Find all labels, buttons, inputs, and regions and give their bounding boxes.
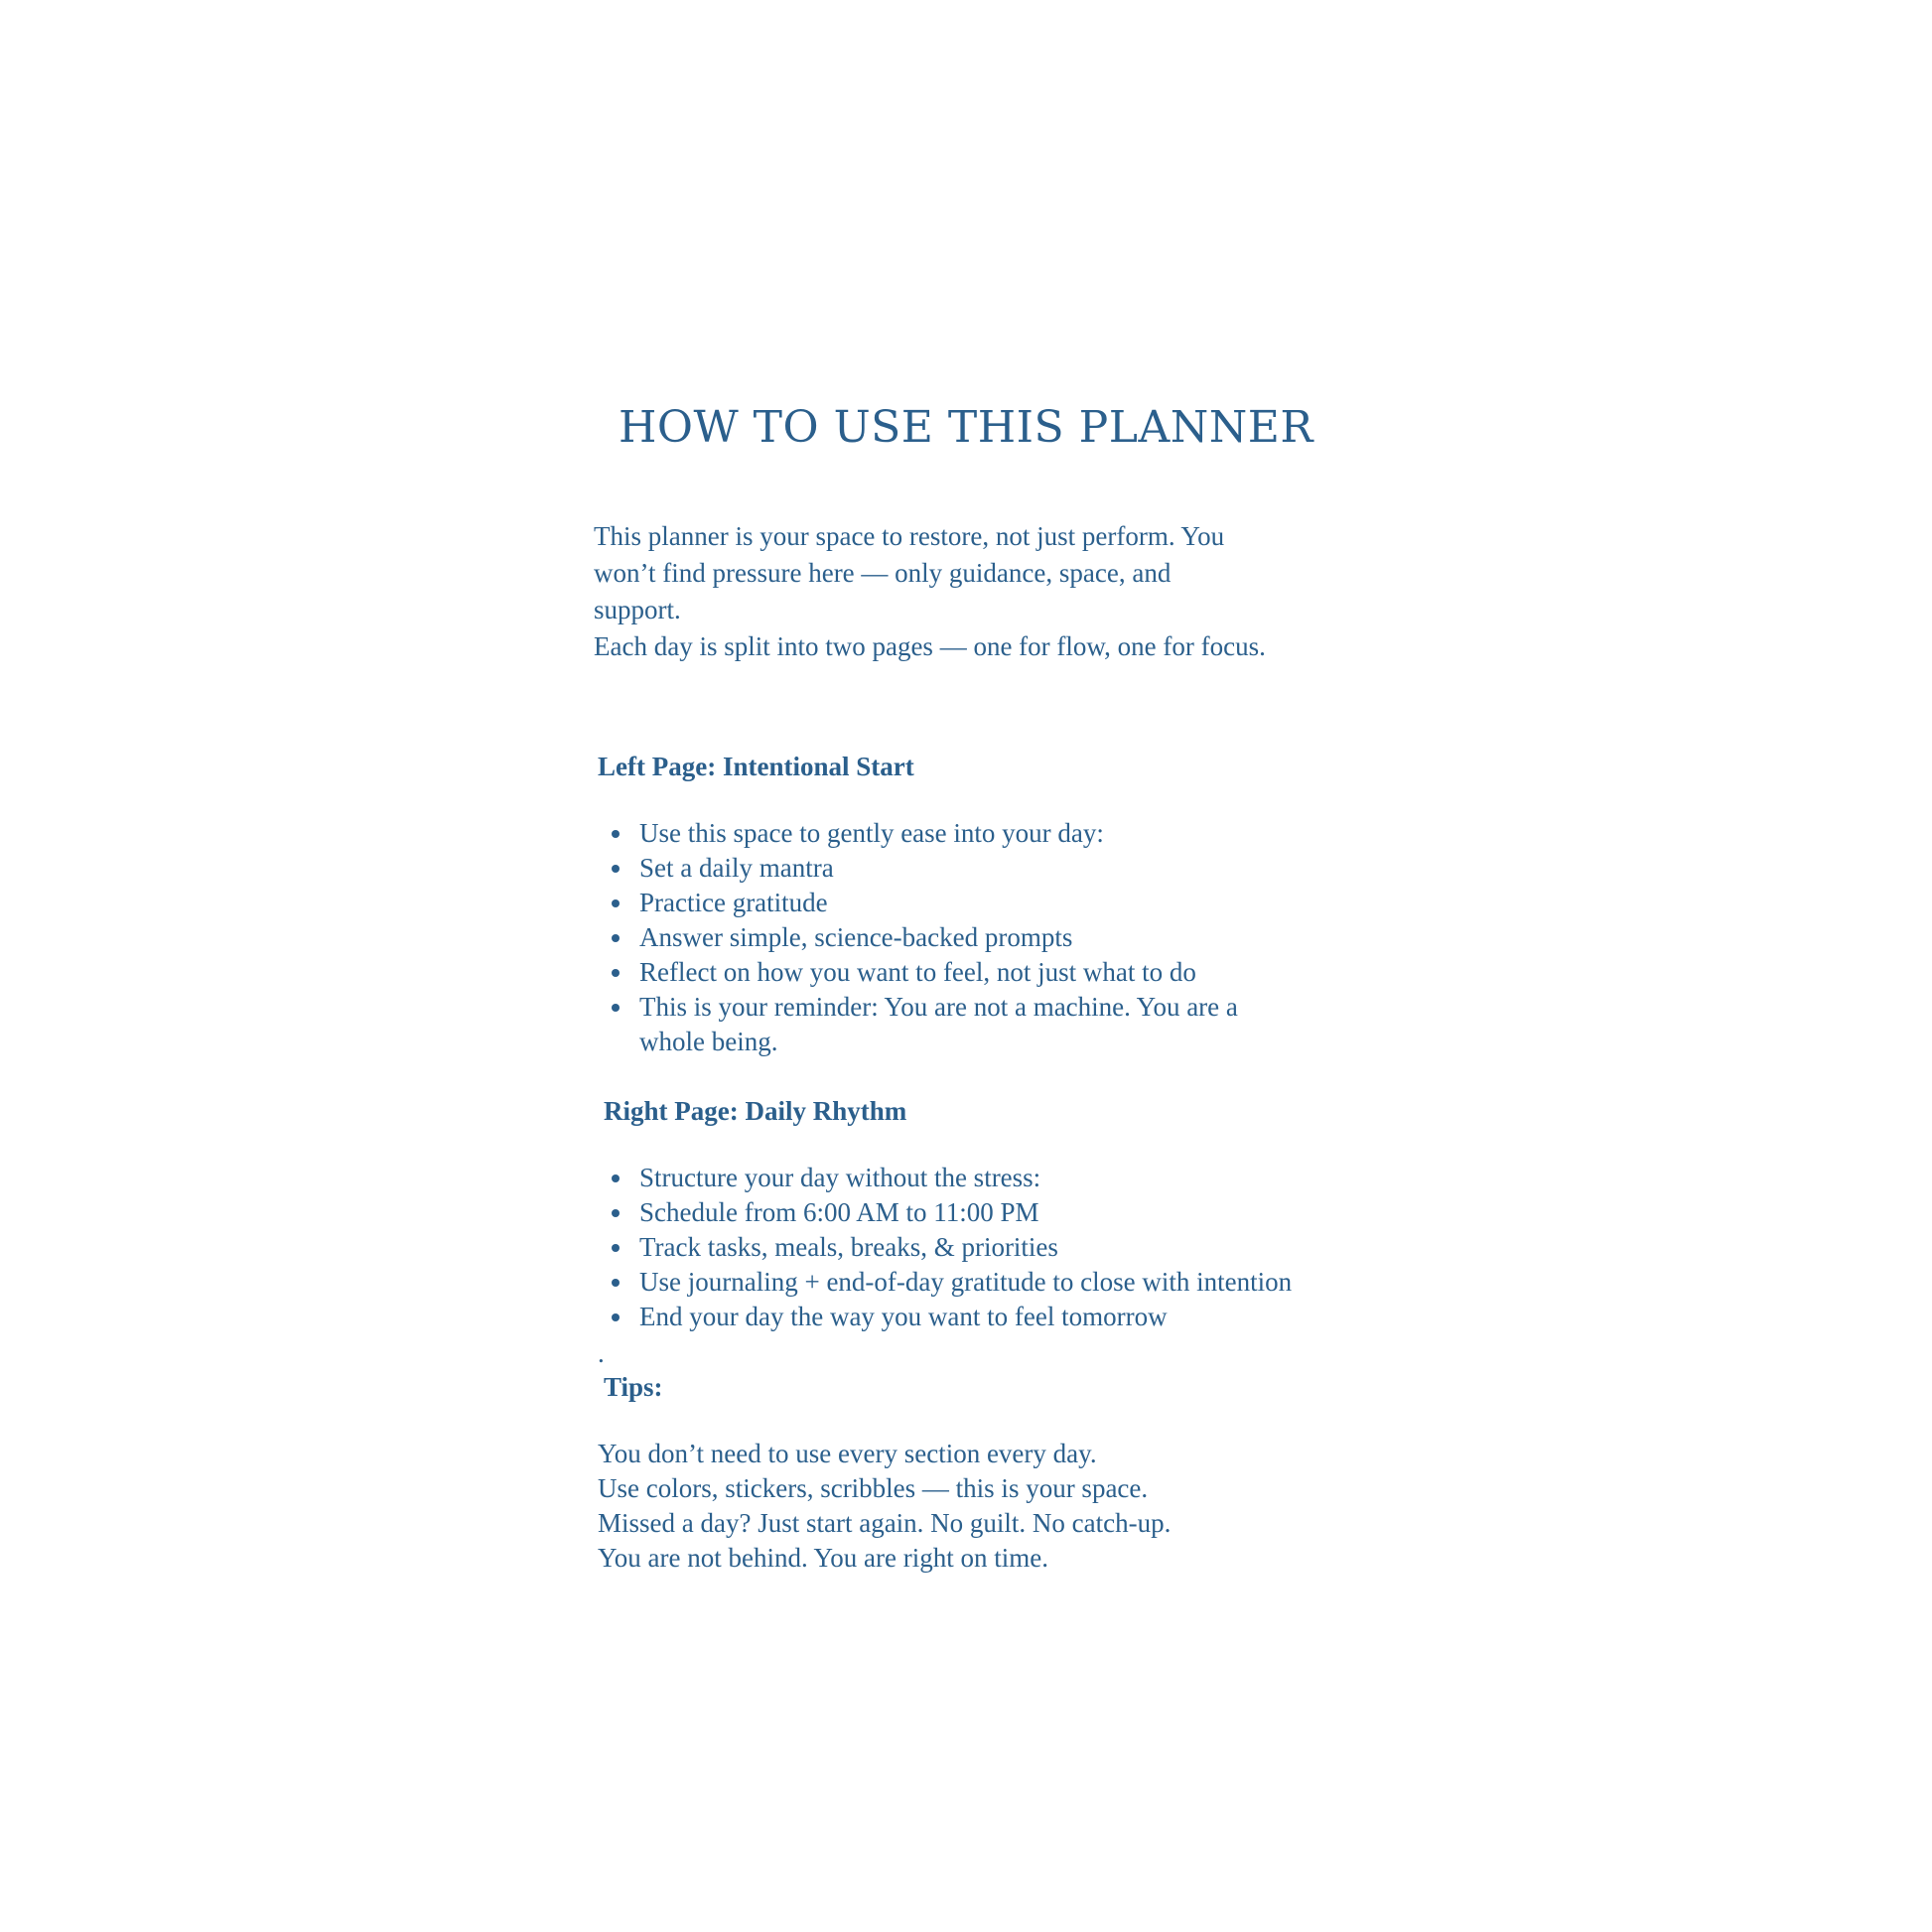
list-item	[598, 1300, 1372, 1334]
list-item-text: Set a daily mantra	[639, 853, 834, 883]
intro-line: support.	[594, 595, 681, 624]
list-item	[598, 1195, 1372, 1230]
list-item	[598, 1265, 1372, 1300]
intro-line: This planner is your space to restore, not just perform. You	[594, 521, 1225, 551]
list-item	[598, 1161, 1372, 1195]
bullet-icon	[612, 1244, 620, 1252]
right-page-heading: Right Page: Daily Rhythm	[604, 1096, 907, 1126]
tip-line: Use colors, stickers, scribbles — this is your space.	[598, 1473, 1149, 1503]
list-item-text: Schedule from 6:00 AM to 11:00 PM	[639, 1197, 1039, 1227]
bullet-icon	[612, 865, 620, 873]
bullet-icon	[612, 969, 620, 977]
list-item	[598, 886, 1372, 920]
stray-period: .	[598, 1338, 605, 1368]
list-item	[598, 920, 1372, 955]
tip-line: You are not behind. You are right on time.	[598, 1543, 1048, 1573]
list-item-text: This is your reminder: You are not a machine. You are a whole being.	[639, 992, 1238, 1056]
tips-heading: Tips:	[604, 1372, 663, 1402]
list-item-text: Practice gratitude	[639, 888, 828, 917]
intro-paragraph	[594, 518, 1388, 665]
tip-line: You don’t need to use every section every day.	[598, 1439, 1097, 1468]
tips-text	[598, 1437, 1392, 1576]
list-item-text: End your day the way you want to feel tomorrow	[639, 1302, 1168, 1331]
list-item	[598, 955, 1372, 990]
right-page-list	[598, 1161, 1372, 1334]
list-item-text: Structure your day without the stress:	[639, 1163, 1041, 1192]
intro-line: won’t find pressure here — only guidance, space, and	[594, 558, 1172, 588]
bullet-icon	[612, 899, 620, 907]
bullet-icon	[612, 1004, 620, 1012]
bullet-icon	[612, 1209, 620, 1217]
bullet-icon	[612, 1313, 620, 1321]
page-title: HOW TO USE THIS PLANNER	[619, 402, 1313, 454]
list-item-text: Use journaling + end-of-day gratitude to close with intention	[639, 1267, 1293, 1297]
list-item	[598, 851, 1372, 886]
list-item-text: Use this space to gently ease into your day:	[639, 818, 1104, 848]
list-item-text: Answer simple, science-backed prompts	[639, 922, 1073, 952]
list-item	[598, 990, 1372, 1059]
intro-line: Each day is split into two pages — one for flow, one for focus.	[594, 631, 1266, 661]
bullet-icon	[612, 1279, 620, 1287]
bullet-icon	[612, 830, 620, 838]
left-page-heading: Left Page: Intentional Start	[598, 752, 914, 781]
bullet-icon	[612, 1174, 620, 1182]
list-item-text: Reflect on how you want to feel, not just what to do	[639, 957, 1196, 987]
left-page-list	[598, 816, 1372, 1059]
tip-line: Missed a day? Just start again. No guilt. No catch-up.	[598, 1508, 1172, 1538]
list-item	[598, 1230, 1372, 1265]
list-item-text: Track tasks, meals, breaks, & priorities	[639, 1232, 1058, 1262]
bullet-icon	[612, 934, 620, 942]
list-item	[598, 816, 1372, 851]
